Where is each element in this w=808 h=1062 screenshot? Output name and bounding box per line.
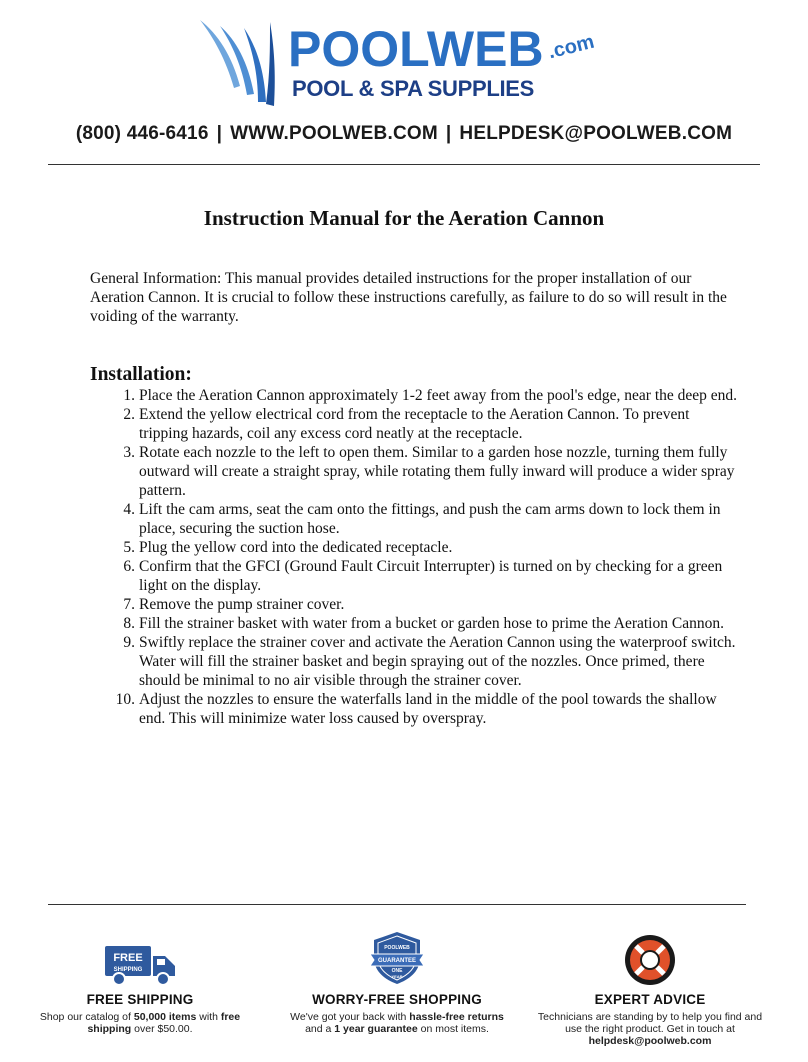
step-number: 8. [123, 615, 135, 632]
step-text: Fill the strainer basket with water from a bucket or garden hose to prime the Aeration Cannon. [139, 615, 724, 632]
contact-separator: | [216, 123, 223, 144]
step-text: Rotate each nozzle to the left to open them. Similar to a garden hose nozzle, turning them fully outward will create a straight spray, while rotating them fully inward will produce a wider spray pattern. [139, 444, 735, 499]
feature-free-shipping [25, 930, 255, 1035]
list-item [90, 500, 740, 538]
lifebuoy-icon [624, 934, 676, 986]
feature-body: We've got your back with hassle-free returns and a 1 year guarantee on most items. [290, 1011, 504, 1035]
truck-icon [103, 944, 177, 986]
contact-line [0, 123, 808, 145]
step-number: 5. [123, 539, 135, 556]
list-item [90, 443, 740, 500]
poolweb-logo [196, 16, 606, 108]
list-item [90, 633, 740, 690]
header-divider [48, 164, 760, 165]
list-item [90, 614, 740, 633]
list-item [90, 595, 740, 614]
step-text: Swiftly replace the strainer cover and activate the Aeration Cannon using the waterproof switch. Water will fill the strainer basket and begin spraying out of the nozzles. Once primed, there should be minimal to no air visible through the strainer cover. [139, 634, 736, 689]
step-text: Remove the pump strainer cover. [139, 596, 345, 613]
badge-one: ONE [391, 968, 403, 974]
list-item [90, 690, 740, 728]
step-number: 10. [115, 691, 135, 708]
list-item [90, 405, 740, 443]
contact-separator: | [445, 123, 452, 144]
step-number: 4. [123, 501, 135, 518]
step-text: Lift the cam arms, seat the cam onto the fittings, and push the cam arms down to lock them in place, securing the suction hose. [139, 501, 721, 537]
step-number: 2. [123, 406, 135, 423]
step-text: Confirm that the GFCI (Ground Fault Circuit Interrupter) is turned on by checking for a green light on the display. [139, 558, 723, 594]
step-number: 6. [123, 558, 135, 575]
installation-heading: Installation: [90, 364, 192, 385]
helpdesk-email-link[interactable]: helpdesk@poolweb.com [588, 1035, 712, 1047]
step-number: 3. [123, 444, 135, 461]
feature-heading: EXPERT ADVICE [594, 992, 706, 1007]
contact-phone[interactable]: (800) 446-6416 [75, 123, 209, 144]
feature-expert-advice [535, 930, 765, 1047]
feature-body: Technicians are standing by to help you find and use the right product. Get in touch at helpdesk@poolweb.com [537, 1011, 763, 1047]
step-number: 1. [123, 387, 135, 404]
general-information: General Information: This manual provides detailed instructions for the proper installation of our Aeration Cannon. It is crucial to follow these instructions carefully, as failure to do so will result in the voiding of the warranty. [90, 270, 727, 325]
feature-body: Shop our catalog of 50,000 items with free shipping over $50.00. [39, 1011, 241, 1035]
truck-icon-sublabel: SHIPPING [113, 967, 143, 973]
step-number: 9. [123, 634, 135, 651]
step-text: Extend the yellow electrical cord from the receptacle to the Aeration Cannon. To prevent tripping hazards, coil any excess cord neatly at the receptacle. [139, 406, 690, 442]
step-text: Place the Aeration Cannon approximately 1-2 feet away from the pool's edge, near the deep end. [139, 387, 738, 404]
feature-heading: FREE SHIPPING [86, 992, 194, 1007]
footer-divider [48, 904, 746, 905]
list-item [90, 386, 740, 405]
list-item [90, 538, 740, 557]
badge-year: YEAR [391, 974, 403, 979]
guarantee-badge-icon [366, 930, 428, 986]
feature-worry-free-shopping [282, 930, 512, 1035]
contact-email[interactable]: HELPDESK@POOLWEB.COM [459, 123, 733, 144]
logo-domain-suffix: .com [545, 30, 597, 64]
document-title: Instruction Manual for the Aeration Cannon [203, 206, 605, 230]
step-text: Adjust the nozzles to ensure the waterfalls land in the middle of the pool towards the shallow end. This will minimize water loss caused by overspray. [139, 691, 717, 727]
logo-brand: POOLWEB [288, 21, 544, 77]
logo-tagline: POOL & SPA SUPPLIES [292, 76, 535, 101]
list-item [90, 557, 740, 595]
badge-label: GUARANTEE [377, 958, 417, 964]
feature-heading: WORRY-FREE SHOPPING [312, 992, 482, 1007]
step-number: 7. [123, 596, 135, 613]
truck-icon-label: FREE [113, 952, 143, 964]
contact-website[interactable]: WWW.POOLWEB.COM [230, 123, 438, 144]
badge-brand: POOLWEB [384, 945, 410, 951]
installation-steps [90, 386, 740, 728]
step-text: Plug the yellow cord into the dedicated receptacle. [139, 539, 453, 556]
